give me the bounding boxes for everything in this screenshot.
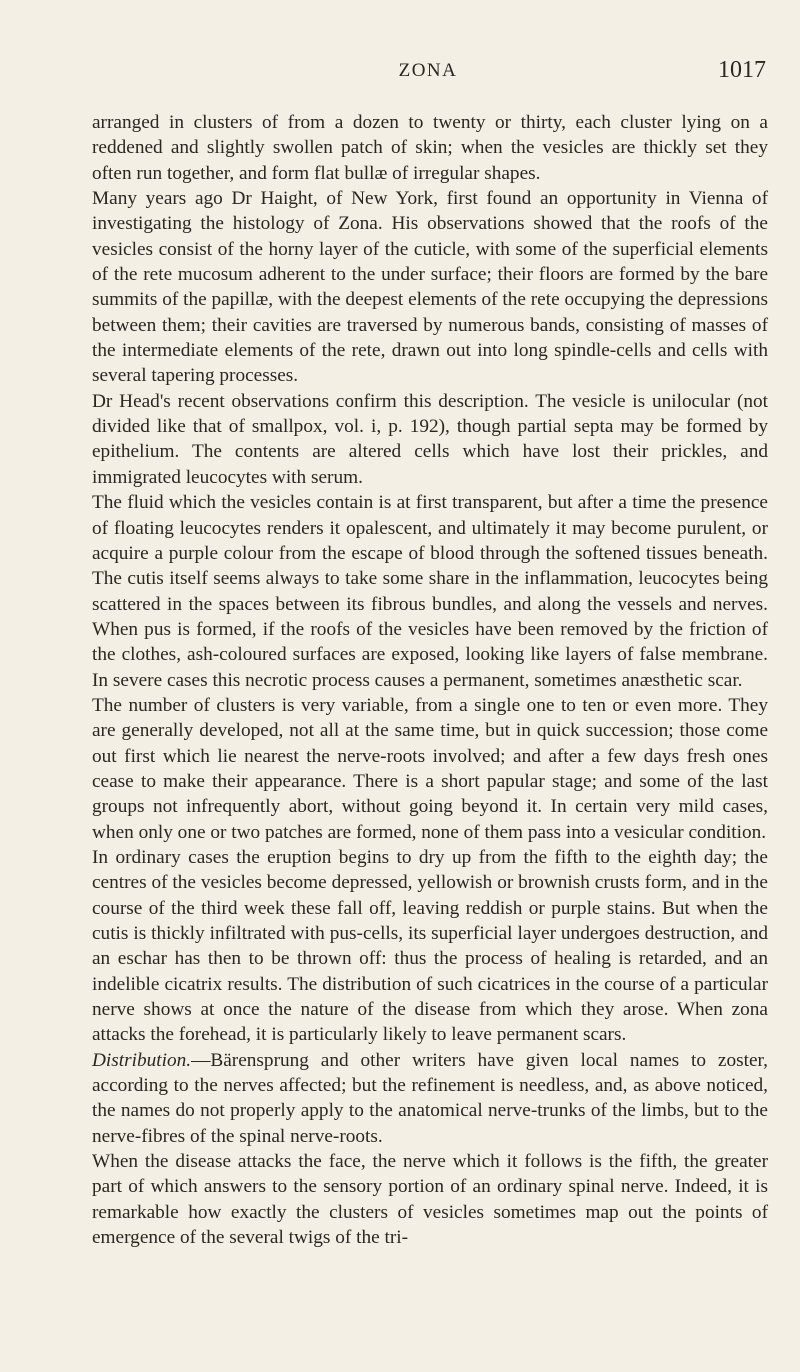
page-number: 1017 [718,57,766,83]
paragraph [92,186,768,389]
paragraph [92,1149,768,1250]
paragraph-text: In ordinary cases the eruption begins to dry up from the fifth to the eighth day; the centres of the vesicles become depressed, yellowish or brownish crusts form, and in the course of the third week these fall off, leaving reddish or purple stains. But when the cutis is thickly infiltrated with pus-cells, its superficial layer undergoes destruction, and an eschar has then to be thrown off: thus the process of healing is retarded, and an indelible cicatrix results. The distribution of such cicatrices in the course of a particular nerve shows at once the nature of the disease from which they arose. When zona attacks the forehead, it is particularly likely to leave permanent scars. [92,846,768,1046]
paragraph-text: The number of clusters is very variable, from a single one to ten or even more. They are generally developed, not all at the same time, but in quick succession; those come out first which lie nearest the nerve-roots involved; and after a few days fresh ones cease to make their appearance. There is a short papular stage; and some of the last groups not infrequently abort, without going beyond it. In certain very mild cases, when only one or two patches are formed, none of them pass into a vesicular condition. [92,694,768,843]
paragraph [92,845,768,1048]
paragraph [92,110,768,186]
paragraph-text: —Bärensprung and other writers have given local names to zoster, according to the nerves affected; but the refinement is needless, and, as above noticed, the names do not properly apply to the anatomical nerve-trunks of the limbs, but to the nerve-fibres of the spinal nerve-roots. [92,1049,768,1147]
page-header [90,57,766,90]
paragraph [92,693,768,845]
paragraph-text: The fluid which the vesicles contain is at first transparent, but after a time the presence of floating leucocytes renders it opalescent, and ultimately it may become purulent, or acquire a purple colour from the escape of blood through the softened tissues beneath. The cutis itself seems always to take some share in the inflammation, leucocytes being scattered in the spaces between its fibrous bundles, and along the vessels and nerves. When pus is formed, if the roofs of the vesicles have been removed by the friction of the clothes, ash-coloured surfaces are exposed, looking like layers of false membrane. In severe cases this necrotic process causes a permanent, sometimes anæsthetic scar. [92,492,768,691]
body-text [92,110,768,1250]
section-subheading: Distribution. [92,1049,192,1071]
running-title: ZONA [398,60,458,81]
paragraph-text: When the disease attacks the face, the nerve which it follows is the fifth, the greater part of which answers to the sensory portion of an ordinary spinal nerve. Indeed, it is remarkable how exactly the clusters of vesicles sometimes map out the points of emergence of the several twigs of the tri- [92,1151,768,1249]
paragraph-text: Dr Head's recent observations confirm this description. The vesicle is unilocular (not divided like that of smallpox, vol. i, p. 192), though partial septa may be formed by epithelium. The contents are altered cells which have lost their prickles, and immigrated leucocytes with serum. [92,390,768,488]
paragraph-text: arranged in clusters of from a dozen to twenty or thirty, each cluster lying on a reddened and slightly swollen patch of skin; when the vesicles are thickly set they often run together, and form flat bullæ of irregular shapes. [92,112,768,184]
paragraph-text: Many years ago Dr Haight, of New York, first found an opportunity in Vienna of investigating the histology of Zona. His observations showed that the roofs of the vesicles consist of the horny layer of the cuticle, with some of the superficial elements of the rete mucosum adherent to the under surface; their floors are formed by the bare summits of the papillæ, with the deepest elements of the rete occupying the depressions between them; their cavities are traversed by numerous bands, consisting of masses of the intermediate elements of the rete, drawn out into long spindle-cells and cells with several tapering processes. [92,188,768,387]
paragraph [92,1048,768,1149]
paragraph [92,490,768,693]
paragraph [92,389,768,490]
